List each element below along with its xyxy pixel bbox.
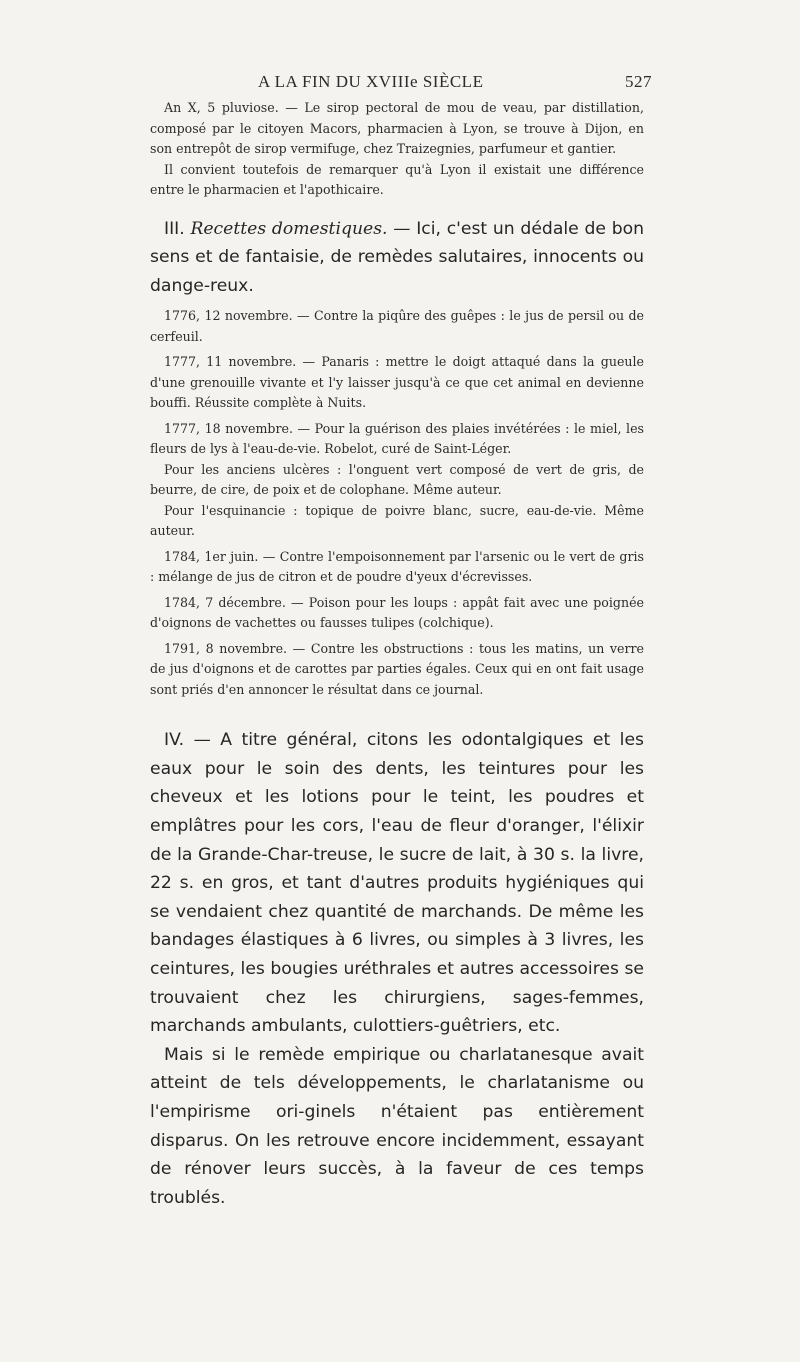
recipe-entry: 1791, 8 novembre. — Contre les obstructions : tous les matins, un verre de jus d'oignons et de carottes par parties égales. Ceux qui en ont fait usage sont priés d'en annoncer le résultat dans ce journal. [150, 640, 644, 697]
section-3-title: Recettes domestiques. [190, 218, 388, 239]
recipe-entry: Pour l'esquinancie : topique de poivre blanc, sucre, eau-de-vie. Même auteur. [150, 502, 644, 539]
running-title: A LA FIN DU XVIIIe SIÈCLE [258, 72, 484, 91]
recipe-entry: Pour les anciens ulcères : l'onguent vert composé de vert de gris, de beurre, de cire, de poix et de colophane. Même auteur. [150, 461, 644, 498]
page-body [150, 98, 644, 1212]
recipe-entry: 1776, 12 novembre. — Contre la piqûre des guêpes : le jus de persil ou de cerfeuil. [150, 308, 644, 344]
section-4-paragraph: Mais si le remède empirique ou charlatanesque avait atteint de tels développements, le charlatanisme ou l'empirisme ori-ginels n'étaient pas entièrement disparus. On les retrouve encore incidemment, essayant de rénover leurs succès, à la faveur de ces temps troublés. [150, 1044, 644, 1208]
recipe-entry: 1784, 1er juin. — Contre l'empoisonnement par l'arsenic ou le vert de gris : mélange de jus de citron et de poudre d'yeux d'écrevisses. [150, 548, 644, 585]
section-3-heading [150, 215, 644, 301]
recipe-entry: 1777, 18 novembre. — Pour la guérison des plaies invétérées : le miel, les fleurs de lys à l'eau-de-vie. Robelot, curé de Saint-Léger. [150, 420, 644, 457]
section-4-paragraph: IV. — A titre général, citons les odontalgiques et les eaux pour le soin des dents, les teintures pour les cheveux et les lotions pour le teint, les poudres et emplâtres pour les cors, l'eau de fleur d'oranger, l'élixir de la Grande-Char-treuse, le sucre de lait, à 30 s. la livre, 22 s. en gros, et tant d'autres produits hygiéniques qui se vendaient chez quantité de marchands. De même les bandages élastiques à 6 livres, ou simples à 3 livres, les ceintures, les bougies uréthrales et autres accessoires se trouvaient chez les chirurgiens, sages-femmes, marchands ambulants, culottiers-guêtriers, etc. [150, 730, 644, 1037]
section-3-number: III. [164, 218, 185, 239]
page-number: 527 [625, 72, 652, 91]
recipe-entry: 1784, 7 décembre. — Poison pour les loups : appât fait avec une poignée d'oignons de vachettes ou fausses tulipes (colchique). [150, 594, 644, 631]
recipe-entry: 1777, 11 novembre. — Panaris : mettre le doigt attaqué dans la gueule d'une grenouille vivante et l'y laisser jusqu'à ce que cet animal en devienne bouffi. Réussite complète à Nuits. [150, 354, 644, 411]
section-3-text: — Ici, c'est un dédale de bon sens et de fantaisie, de remèdes salutaires, innocents ou dange-reux. [150, 218, 645, 296]
intro-paragraph: Il convient toutefois de remarquer qu'à Lyon il existait une différence entre le pharmacien et l'apothicaire. [150, 161, 644, 197]
intro-paragraph: An X, 5 pluviose. — Le sirop pectoral de mou de veau, par distillation, composé par le citoyen Macors, pharmacien à Lyon, se trouve à Dijon, en son entrepôt de sirop vermifuge, chez Traizegnies, parfumeur et gantier. [150, 100, 644, 156]
